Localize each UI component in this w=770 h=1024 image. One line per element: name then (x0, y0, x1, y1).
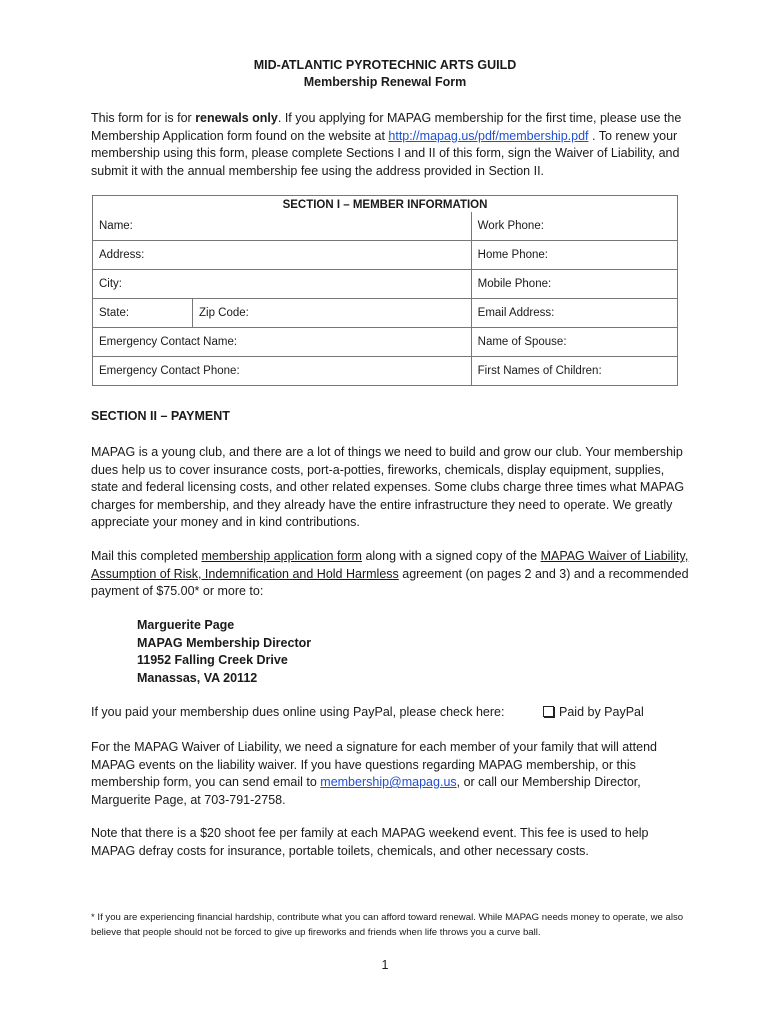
hardship-footnote: * If you are experiencing financial hardship, contribute what you can afford toward renewal. While MAPAG needs money to operate, we also believe that people should not be forced to give up fireworks and friends when life throws you a curve ball. (91, 912, 684, 938)
name-field[interactable]: Name: (93, 212, 472, 241)
spouse-name-field[interactable]: Name of Spouse: (471, 328, 677, 357)
city-field[interactable]: City: (93, 270, 472, 299)
renewals-only-text: renewals only (195, 111, 278, 125)
member-information-table (92, 195, 678, 386)
intro-text-3: . To renew your membership using this form, please complete Sections I and II of this form, sign the Waiver of Liability, and submit it with the annual membership fee using the address provided in Section II. (91, 128, 680, 178)
intro-paragraph (91, 110, 691, 180)
address-line: Marguerite Page (137, 618, 235, 632)
children-names-field[interactable]: First Names of Children: (471, 357, 677, 386)
mailing-address (137, 617, 311, 687)
page-number: 1 (381, 958, 389, 972)
form-title: Membership Renewal Form (303, 75, 467, 89)
waiver-ref: MAPAG Waiver of Liability, Assumption of Risk, Indemnification and Hold Harmless (91, 549, 689, 581)
emergency-contact-name-field[interactable]: Emergency Contact Name: (93, 328, 472, 357)
mail-text-3: agreement (on pages 2 and 3) and a recommended payment of $75.00* or more to: (91, 566, 689, 598)
mail-instructions-paragraph (91, 548, 691, 601)
intro-text-2: . If you applying for MAPAG membership for the first time, please use the Membership Application form found on the website at (91, 111, 682, 143)
work-phone-field[interactable]: Work Phone: (471, 212, 677, 241)
form-header (0, 57, 770, 91)
org-title: MID-ATLANTIC PYROTECHNIC ARTS GUILD (253, 58, 517, 72)
section2-heading: SECTION II – PAYMENT (91, 409, 230, 423)
home-phone-field[interactable]: Home Phone: (471, 241, 677, 270)
dues-paragraph: MAPAG is a young club, and there are a lot of things we need to build and grow our club. Your membership dues help us to cover insurance costs, port-a-potties, fireworks, chemicals, display equipment, supplies, state and federal licensing costs, and other related expenses. Some clubs charge three times what MAPAG charges for membership, and they already have the entire infrastructure they need to operate. We greatly appreciate your money and in kind contributions. (91, 445, 685, 529)
intro-text-1: This form for is for (91, 111, 196, 125)
waiver-paragraph (91, 739, 691, 809)
waiver-text-2: , or call our Membership Director, Marguerite Page, at 703-791-2758. (91, 775, 641, 807)
state-field[interactable]: State: (93, 299, 193, 328)
mobile-phone-field[interactable]: Mobile Phone: (471, 270, 677, 299)
emergency-contact-phone-field[interactable]: Emergency Contact Phone: (93, 357, 472, 386)
membership-email-link[interactable]: membership@mapag.us (320, 775, 457, 789)
paypal-checkbox-label: Paid by PayPal (559, 705, 644, 719)
mail-text-2: along with a signed copy of the (361, 549, 541, 563)
waiver-text-1: For the MAPAG Waiver of Liability, we need a signature for each member of your family that will attend MAPAG events on the liability waiver. If you have questions regarding MAPAG membership, or this membership form, you can send email to (91, 740, 657, 789)
mail-text-1: Mail this completed (91, 549, 202, 563)
address-field[interactable]: Address: (93, 241, 472, 270)
paypal-prompt: If you paid your membership dues online using PayPal, please check here: (91, 705, 505, 719)
paypal-checkbox-row[interactable] (543, 705, 644, 719)
membership-pdf-link[interactable]: http://mapag.us/pdf/membership.pdf (388, 128, 589, 143)
address-line: MAPAG Membership Director (137, 635, 312, 650)
membership-form-ref: membership application form (201, 549, 362, 563)
paypal-checkbox[interactable] (543, 706, 554, 717)
address-line: 11952 Falling Creek Drive (137, 653, 288, 667)
section1-heading: SECTION I – MEMBER INFORMATION (93, 196, 678, 213)
email-address-field[interactable]: Email Address: (471, 299, 677, 328)
address-line: Manassas, VA 20112 (137, 670, 258, 685)
zip-code-field[interactable]: Zip Code: (193, 299, 472, 328)
shoot-fee-paragraph: Note that there is a $20 shoot fee per family at each MAPAG weekend event. This fee is used to help MAPAG defray costs for insurance, portable toilets, chemicals, and other necessary costs. (91, 826, 649, 858)
